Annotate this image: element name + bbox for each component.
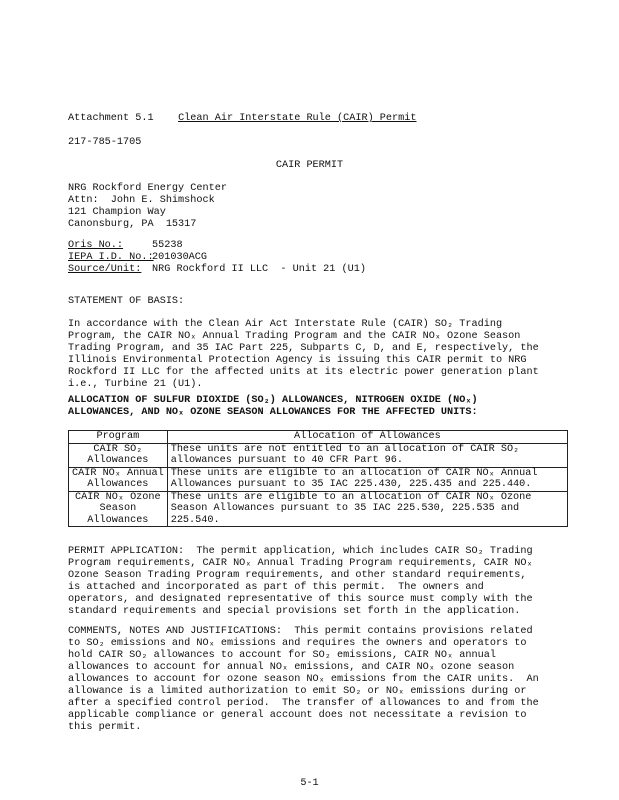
id-value: 201030ACG — [152, 252, 208, 263]
addressee-city: Canonsburg, PA 15317 — [68, 219, 197, 230]
header-line — [68, 113, 417, 125]
text-line: after a specified control period. The transfer of allowances to and from the — [68, 698, 539, 709]
column-header-allocation: Allocation of Allowances — [167, 431, 567, 444]
basis-heading: STATEMENT OF BASIS: — [68, 296, 185, 307]
table-row — [69, 443, 568, 467]
text-line: to SO₂ emissions and NOₓ emissions and requires the owners and operators to — [68, 638, 527, 649]
id-label: IEPA I.D. No.: — [68, 252, 154, 263]
text-line: COMMENTS, NOTES AND JUSTIFICATIONS: This permit contains provisions related — [68, 626, 533, 637]
text-line: this permit. — [68, 722, 142, 733]
text-line: hold CAIR SO₂ allowances to account for SO₂ emissions, CAIR NOₓ annual — [68, 650, 496, 661]
text-line: allowance is a limited authorization to emit SO₂ or NOₓ emissions during or — [68, 686, 527, 697]
allocation-cell — [167, 443, 567, 467]
id-row-oris — [68, 240, 183, 252]
cell-line: allowances pursuant to 40 CFR Part 96. — [170, 455, 404, 466]
text-line: is attached and incorporated as part of this permit. The owners and — [68, 582, 484, 593]
document-title: Clean Air Interstate Rule (CAIR) Permit — [178, 113, 417, 124]
text-line: allowances to account for ozone season NOₓ emissions from the CAIR units. An — [68, 674, 539, 685]
cell-line: 225.540. — [170, 514, 220, 526]
comments-paragraph — [68, 626, 568, 734]
id-value: 55238 — [152, 240, 183, 251]
cell-line: Allowances — [87, 514, 149, 526]
text-line: PERMIT APPLICATION: The permit application, which includes CAIR SO₂ Trading — [68, 546, 533, 557]
cell-line: Allowances — [87, 479, 149, 490]
text-line: Program requirements, CAIR NOₓ Annual Trading Program requirements, CAIR NOₓ — [68, 558, 533, 569]
text-line: Rockford II LLC for the affected units at its electric power generation plant — [68, 367, 539, 378]
allocation-cell — [167, 467, 567, 491]
table-row — [69, 467, 568, 491]
cell-line: These units are eligible to an allocation of CAIR NOₓ Ozone — [170, 491, 532, 503]
id-label: Oris No.: — [68, 240, 124, 251]
text-line: ALLOCATION OF SULFUR DIOXIDE (SO₂) ALLOWANCES, NITROGEN OXIDE (NOₓ) — [68, 395, 478, 406]
allocation-cell — [167, 491, 567, 527]
table-row — [69, 491, 568, 527]
allocation-table — [68, 430, 568, 527]
cell-line: Allowances pursuant to 35 IAC 225.430, 225.435 and 225.440. — [170, 479, 532, 490]
cell-line: Allowances — [87, 455, 149, 466]
id-value: NRG Rockford II LLC - Unit 21 (U1) — [152, 264, 366, 275]
id-row-iepa — [68, 252, 207, 264]
text-line: applicable compliance or general account does not necessitate a revision to — [68, 710, 527, 721]
cell-line: CAIR NOₓ Ozone — [75, 491, 161, 503]
text-line: Ozone Season Trading Program requirements, and other standard requirements, — [68, 570, 527, 581]
application-paragraph — [68, 546, 568, 618]
addressee-company: NRG Rockford Energy Center — [68, 183, 227, 194]
program-cell — [69, 491, 168, 527]
addressee-attn: Attn: John E. Shimshock — [68, 195, 215, 206]
addressee-street: 121 Champion Way — [68, 207, 166, 218]
program-cell — [69, 443, 168, 467]
page-number: 5-1 — [300, 778, 319, 789]
allocation-heading — [68, 395, 568, 419]
cell-line: These units are eligible to an allocation of CAIR NOₓ Annual — [170, 467, 538, 479]
cell-line: CAIR SO₂ — [93, 443, 143, 455]
cell-line: CAIR NOₓ Annual — [72, 467, 164, 479]
text-line: operators, and designated representative of this source must comply with the — [68, 594, 533, 605]
text-line: In accordance with the Clean Air Act Interstate Rule (CAIR) SO₂ Trading — [68, 319, 503, 330]
program-cell — [69, 467, 168, 491]
cell-line: These units are not entitled to an allocation of CAIR SO₂ — [170, 443, 520, 455]
text-line: ALLOWANCES, AND NOₓ OZONE SEASON ALLOWANCES FOR THE AFFECTED UNITS: — [68, 407, 478, 418]
attachment-label: Attachment 5.1 — [68, 113, 154, 124]
cell-line: Season Allowances pursuant to 35 IAC 225.530, 225.535 and — [170, 503, 520, 514]
text-line: allowances to account for annual NOₓ emissions, and CAIR NOₓ ozone season — [68, 662, 515, 673]
id-label: Source/Unit: — [68, 264, 142, 275]
table-header-row — [69, 431, 568, 444]
cell-line: Season — [99, 503, 137, 514]
phone-number: 217-785-1705 — [68, 137, 142, 148]
column-header-program: Program — [69, 431, 168, 444]
text-line: Program, the CAIR NOₓ Annual Trading Program and the CAIR NOₓ Ozone Season — [68, 331, 521, 342]
text-line: standard requirements and special provisions set forth in the application. — [68, 606, 521, 617]
text-line: Trading Program, and 35 IAC Part 225, Subparts C, D, and E, respectively, the — [68, 343, 539, 354]
id-row-source — [68, 264, 366, 276]
text-line: Illinois Environmental Protection Agency is issuing this CAIR permit to NRG — [68, 355, 527, 366]
permit-title: CAIR PERMIT — [275, 160, 344, 171]
text-line: i.e., Turbine 21 (U1). — [68, 379, 203, 390]
basis-paragraph — [68, 319, 568, 391]
